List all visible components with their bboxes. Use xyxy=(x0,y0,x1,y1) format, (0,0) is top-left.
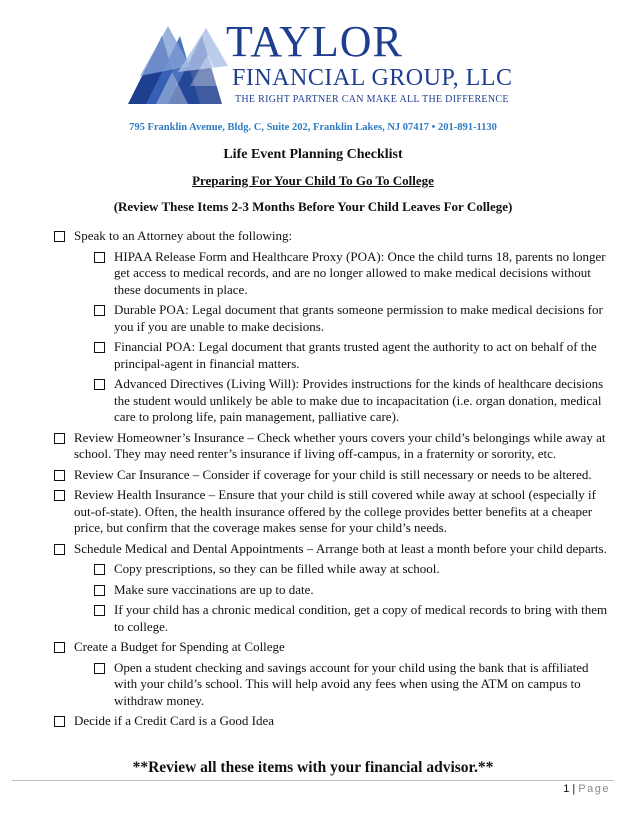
checklist-subitem xyxy=(94,582,614,599)
checklist-subitem-text: If your child has a chronic medical condition, get a copy of medical records to bring with them to college. xyxy=(114,602,608,634)
document-subtitle: Preparing For Your Child To Go To College xyxy=(192,173,434,188)
checkbox[interactable] xyxy=(54,544,65,555)
checklist-item xyxy=(54,467,614,484)
page-number xyxy=(563,783,610,795)
document-title: Life Event Planning Checklist xyxy=(223,147,403,162)
checklist-item-text: Create a Budget for Spending at College xyxy=(74,639,285,654)
checkbox[interactable] xyxy=(94,252,105,263)
checklist-subitem xyxy=(94,660,614,710)
triangles-logo-icon xyxy=(128,26,228,106)
checklist-subitem-text: HIPAA Release Form and Healthcare Proxy (POA): Once the child turns 18, parents no longer get access to medical records, and are no longer allowed to make medical decisions without these documents in place. xyxy=(114,248,606,297)
page-number-value: 1 xyxy=(563,783,570,795)
checkbox[interactable] xyxy=(54,470,65,481)
checklist-item xyxy=(54,713,614,730)
checklist-item xyxy=(54,639,614,656)
checklist-item-text: Schedule Medical and Dental Appointments – Arrange both at least a month before your child departs. xyxy=(74,540,607,556)
checkbox[interactable] xyxy=(94,342,105,353)
checkbox[interactable] xyxy=(54,490,65,501)
checkbox[interactable] xyxy=(94,564,105,575)
checkbox[interactable] xyxy=(54,716,65,727)
checklist xyxy=(54,228,614,734)
page-number-separator: | xyxy=(572,783,576,795)
checklist-subitem xyxy=(94,376,614,426)
checkbox[interactable] xyxy=(54,642,65,653)
checklist-subitem-text: Financial POA: Legal document that grants trusted agent the authority to act on behalf of the principal-agent in financial matters. xyxy=(114,339,597,371)
checklist-item-text: Review Car Insurance – Consider if coverage for your child is still necessary or needs to be altered. xyxy=(74,466,592,482)
checkbox[interactable] xyxy=(94,605,105,616)
checklist-subitem xyxy=(94,302,614,335)
checklist-item-text: Decide if a Credit Card is a Good Idea xyxy=(74,713,274,728)
company-logo xyxy=(128,17,513,110)
checklist-item xyxy=(54,487,614,537)
checklist-subitem-text: Copy prescriptions, so they can be filled while away at school. xyxy=(114,561,440,576)
checklist-item xyxy=(54,228,614,245)
checklist-subitem-text: Make sure vaccinations are up to date. xyxy=(114,581,314,597)
checklist-item xyxy=(54,430,614,463)
page-number-label: Page xyxy=(578,783,610,795)
checklist-subitem xyxy=(94,561,614,578)
company-tagline: THE RIGHT PARTNER CAN MAKE ALL THE DIFFERENCE xyxy=(235,94,509,105)
company-address: 795 Franklin Avenue, Bldg. C, Suite 202, Franklin Lakes, NJ 07417 • 201-891-1130 xyxy=(129,122,497,133)
checklist-subitem-text: Open a student checking and savings account for your child using the bank that is affiliated with your child’s school. This will help avoid any fees when using the ATM on campus to withdraw money. xyxy=(114,659,589,708)
checkbox[interactable] xyxy=(54,433,65,444)
checklist-subitem-text: Durable POA: Legal document that grants someone permission to make medical decisions for you if you are unable to make decisions. xyxy=(114,302,603,334)
company-name xyxy=(226,16,403,67)
checkbox[interactable] xyxy=(54,231,65,242)
checklist-subitem-text: Advanced Directives (Living Will): Provides instructions for the kinds of healthcare decisions the student would unlikely be able to make due to incapacitation (i.e. organ donation, medical care to prolong life, pain management, palliative care). xyxy=(114,376,604,424)
advisor-footer-note: **Review all these items with your financial advisor.** xyxy=(132,759,494,776)
checklist-item-text: Review Homeowner’s Insurance – Check whether yours covers your child’s belongings while away at school. They may need renter’s insurance if living off-campus, in a fraternity or sorority, etc. xyxy=(74,429,606,461)
checklist-item xyxy=(54,541,614,558)
checklist-item-text: Review Health Insurance – Ensure that your child is still covered while away at school (especially if out-of-state). Often, the health insurance offered by the college provides better benefits at a cheaper price, but confirm that the coverage makes sense for your child’s needs. xyxy=(74,487,596,535)
checklist-subitem xyxy=(94,249,614,299)
checkbox[interactable] xyxy=(94,663,105,674)
checkbox[interactable] xyxy=(94,585,105,596)
checkbox[interactable] xyxy=(94,379,105,390)
footer-divider xyxy=(12,780,614,781)
checklist-item-text: Speak to an Attorney about the following: xyxy=(74,228,293,243)
company-name-line2: FINANCIAL GROUP, LLC xyxy=(232,65,513,91)
checklist-subitem xyxy=(94,602,614,635)
company-name-line1: TAYLOR xyxy=(226,17,403,66)
checkbox[interactable] xyxy=(94,305,105,316)
checklist-subitem xyxy=(94,339,614,372)
review-timing-note: (Review These Items 2-3 Months Before Your Child Leaves For College) xyxy=(113,199,513,214)
